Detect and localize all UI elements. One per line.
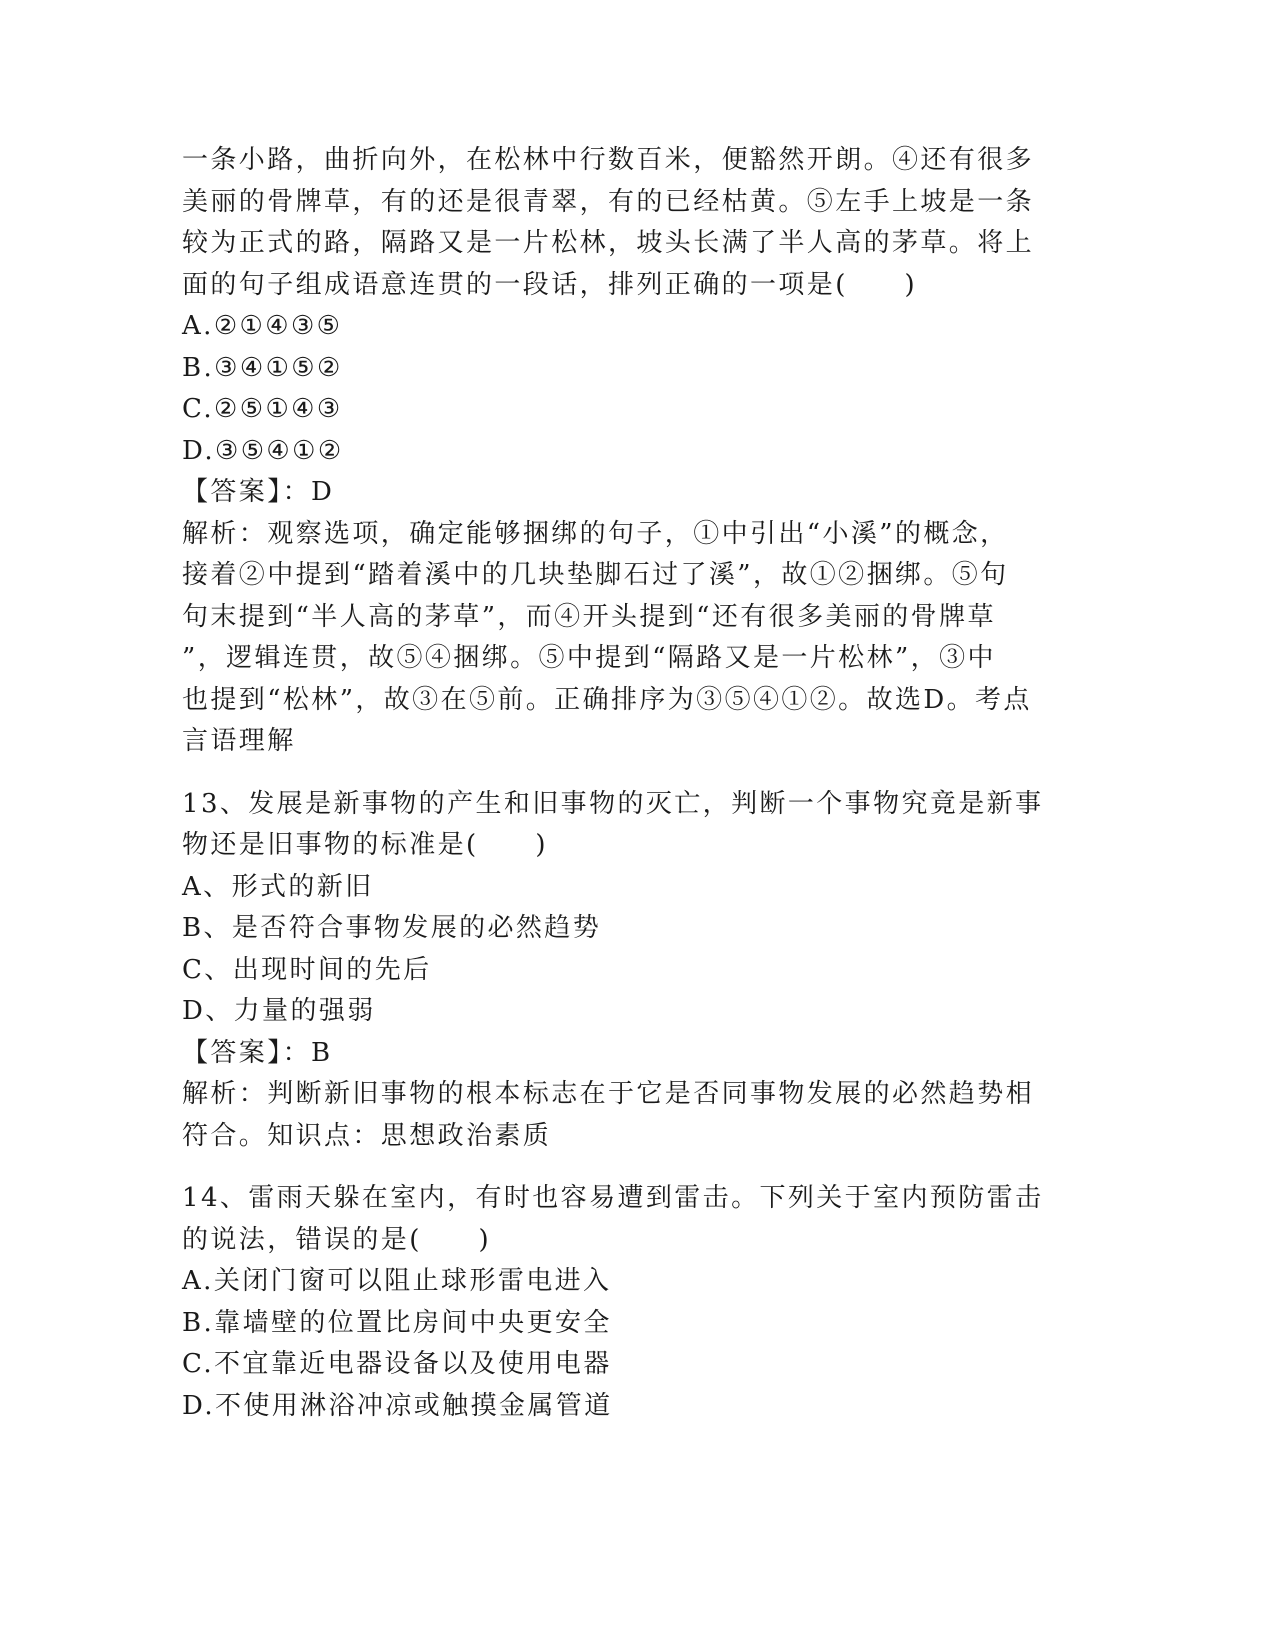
analysis-line: ”，逻辑连贯，故⑤④捆绑。⑤中提到“隔路又是一片松林”，③中 [182,643,996,673]
analysis-line: 解析：判断新旧事物的根本标志在于它是否同事物发展的必然趋势相 [182,1079,1035,1109]
document-page [182,140,1062,1427]
analysis-line: 言语理解 [182,726,296,756]
option-a: A.②①④③⑤ [182,311,343,341]
analysis-line: 句末提到“半人高的茅草”，而④开头提到“还有很多美丽的骨牌草 [182,601,996,632]
question-14-block [182,1178,1062,1427]
question-spacer [182,763,1062,784]
question-stem-line: 一条小路，曲折向外，在松林中行数百米，便豁然开朗。④还有很多 [182,145,1035,175]
answer-line: 【答案】：B [182,1037,333,1068]
question-stem-line: 物还是旧事物的标准是( ) [182,830,548,860]
question-12-block [182,140,1062,763]
question-stem-line: 的说法，错误的是( ) [182,1224,492,1255]
option-d: D、力量的强弱 [182,996,376,1026]
option-c: C、出现时间的先后 [182,954,432,985]
analysis-line: 符合。知识点：思想政治素质 [182,1120,552,1151]
answer-line: 【答案】：D [182,477,335,507]
analysis-line: 接着②中提到“踏着溪中的几块垫脚石过了溪”，故①②捆绑。⑤句 [182,560,1009,590]
option-a: A、形式的新旧 [182,871,374,902]
analysis-line: 解析：观察选项，确定能够捆绑的句子，①中引出“小溪”的概念， [182,518,1009,549]
question-spacer [182,1157,1062,1178]
option-a: A.关闭门窗可以阻止球形雷电进入 [182,1266,612,1296]
option-d: D.③⑤④①② [182,435,344,466]
option-b: B、是否符合事物发展的必然趋势 [182,913,602,943]
option-c: C.②⑤①④③ [182,394,343,424]
analysis-line: 也提到“松林”，故③在⑤前。正确排序为③⑤④①②。故选D。考点 [182,684,1032,715]
question-stem-line: 14、雷雨天躲在室内，有时也容易遭到雷击。下列关于室内预防雷击 [182,1183,1044,1213]
option-c: C.不宜靠近电器设备以及使用电器 [182,1349,612,1379]
option-b: B.靠墙壁的位置比房间中央更安全 [182,1307,612,1338]
question-stem-line: 面的句子组成语意连贯的一段话，排列正确的一项是( ) [182,269,918,300]
question-13-block [182,784,1062,1158]
question-stem-line: 较为正式的路，隔路又是一片松林，坡头长满了半人高的茅草。将上 [182,228,1035,258]
question-stem-line: 13、发展是新事物的产生和旧事物的灭亡，判断一个事物究竟是新事 [182,788,1044,819]
option-b: B.③④①⑤② [182,352,343,383]
question-stem-line: 美丽的骨牌草，有的还是很青翠，有的已经枯黄。⑤左手上坡是一条 [182,186,1035,217]
option-d: D.不使用淋浴冲凉或触摸金属管道 [182,1390,613,1421]
